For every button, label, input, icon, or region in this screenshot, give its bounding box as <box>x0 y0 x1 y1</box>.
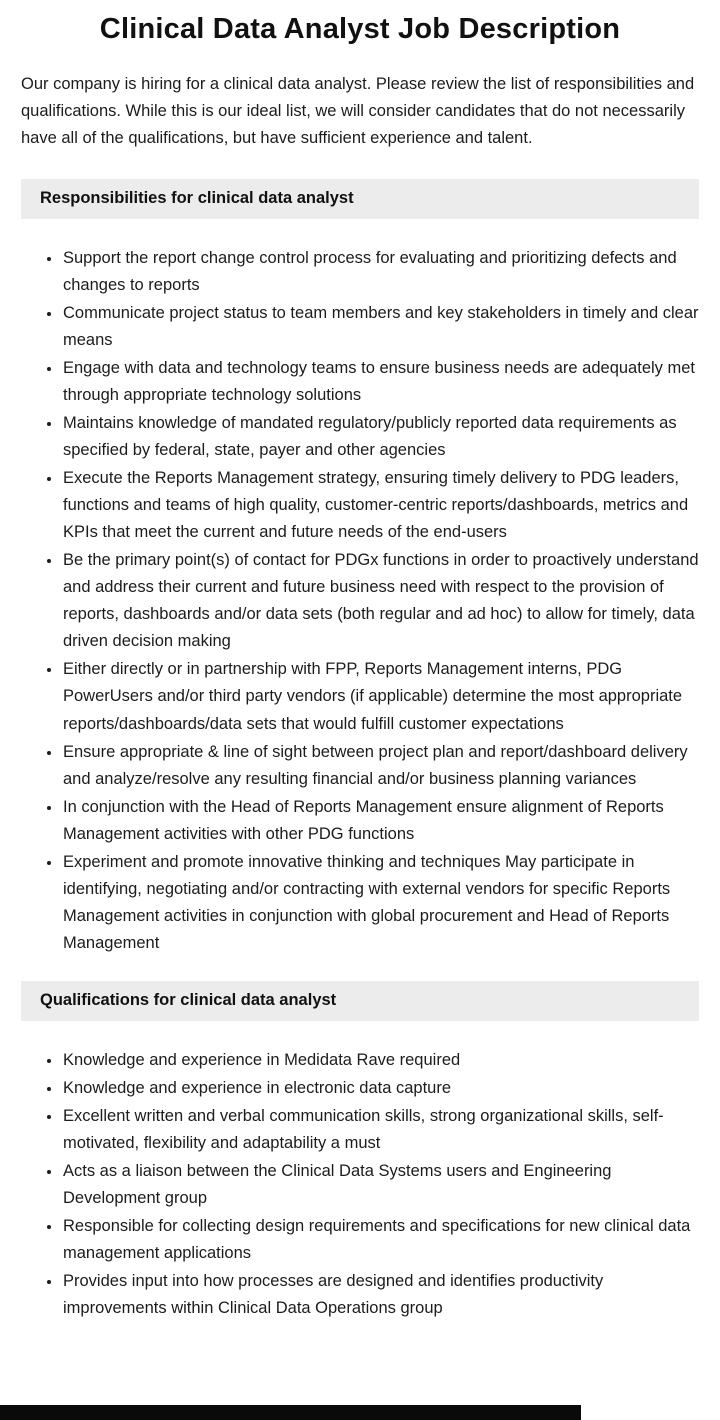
list-item: • Experiment and promote innovative thinking and techniques May participate in identifying, negotiating and/or contracting with external vendors for specific Reports Management activities in conjunction with global procurement and Head of Reports Management <box>62 849 699 957</box>
list-item: • In conjunction with the Head of Reports Management ensure alignment of Reports Management activities with other PDG functions <box>62 794 699 848</box>
list-item: • Acts as a liaison between the Clinical Data Systems users and Engineering Development group <box>62 1158 699 1212</box>
responsibilities-list <box>21 245 699 957</box>
list-item: • Engage with data and technology teams to ensure business needs are adequately met through appropriate technology solutions <box>62 355 699 409</box>
list-item: • Communicate project status to team members and key stakeholders in timely and clear means <box>62 300 699 354</box>
list-item: • Either directly or in partnership with FPP, Reports Management interns, PDG PowerUsers and/or third party vendors (if applicable) determine the most appropriate reports/dashboards/data sets that would fulfill customer expectations <box>62 656 699 737</box>
responsibilities-section <box>21 179 699 957</box>
list-item: • Knowledge and experience in Medidata Rave required <box>62 1047 699 1074</box>
intro-paragraph: Our company is hiring for a clinical data analyst. Please review the list of responsibilities and qualifications. While this is our ideal list, we will consider candidates that do not necessarily have all of the qualifications, but have sufficient experience and talent. <box>21 74 695 147</box>
qualifications-list <box>21 1047 699 1322</box>
list-item: • Support the report change control process for evaluating and prioritizing defects and changes to reports <box>62 245 699 299</box>
footer-bar <box>0 1405 581 1420</box>
list-item: • Execute the Reports Management strategy, ensuring timely delivery to PDG leaders, functions and teams of high quality, customer-centric reports/dashboards, metrics and KPIs that meet the current and future needs of the end-users <box>62 465 699 546</box>
list-item: • Knowledge and experience in electronic data capture <box>62 1075 699 1102</box>
qualifications-section-header: Qualifications for clinical data analyst <box>21 981 699 1021</box>
list-item: • Ensure appropriate & line of sight between project plan and report/dashboard delivery and analyze/resolve any resulting financial and/or business planning variances <box>62 739 699 793</box>
job-description-document <box>0 12 720 1322</box>
list-item: • Be the primary point(s) of contact for PDGx functions in order to proactively understand and address their current and future business need with respect to the provision of reports, dashboards and/or data sets (both regular and ad hoc) to allow for timely, data driven decision making <box>62 547 699 655</box>
page-title: Clinical Data Analyst Job Description <box>99 13 621 45</box>
list-item: • Maintains knowledge of mandated regulatory/publicly reported data requirements as specified by federal, state, payer and other agencies <box>62 410 699 464</box>
list-item: • Excellent written and verbal communication skills, strong organizational skills, self-motivated, flexibility and adaptability a must <box>62 1103 699 1157</box>
responsibilities-section-header: Responsibilities for clinical data analyst <box>21 179 699 219</box>
list-item: • Responsible for collecting design requirements and specifications for new clinical data management applications <box>62 1213 699 1267</box>
qualifications-section <box>21 981 699 1322</box>
list-item: • Provides input into how processes are designed and identifies productivity improvements within Clinical Data Operations group <box>62 1268 699 1322</box>
